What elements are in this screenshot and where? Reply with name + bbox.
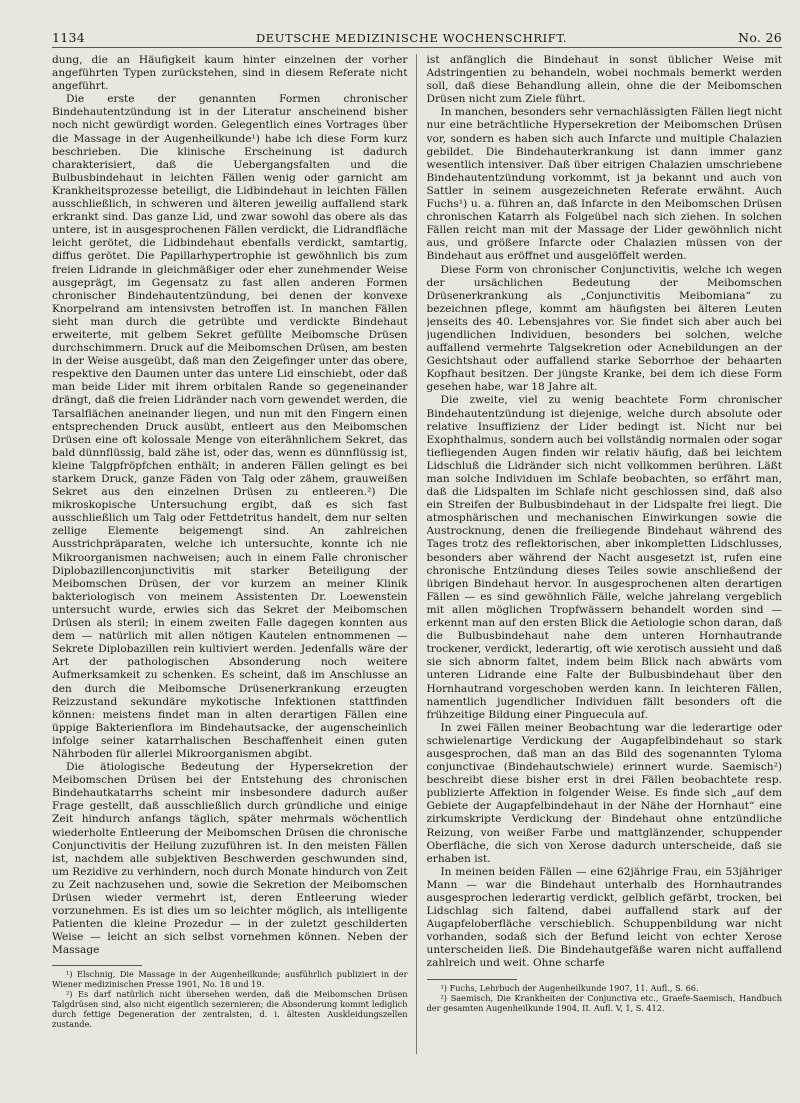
left-column [52, 54, 417, 1054]
paragraph: Die erste der genannten Formen chronischer Bindehautentzündung ist in der Literatur anscheinend bisher noch nicht gewürdigt worden. Gelegentlich eines Vortrages über die Massage in der Augenheilkunde¹) habe ich diese Form kurz beschrieben. Die klinische Erscheinung ist dadurch charakterisiert, daß die Uebergangsfalten und die Bulbusbindehaut in leichten Fällen wenig oder garnicht am Krankheitsprozesse beteiligt, die Lidbindehaut in leichten Fällen ausschließlich, in schweren und älteren jeweilig auffallend stark erkrankt sind. Das ganze Lid, und zwar sowohl das obere als das untere, ist in ausgesprochenen Fällen verdickt, die Lidrandfläche leicht gerötet, die Lidbindehaut ebenfalls verdickt, samtartig, diffus gerötet. Die Papillarhypertrophie ist gewöhnlich bis zum freien Lidrande in gleichmäßiger oder eher zunehmender Weise ausgeprägt, im Gegensatz zu fast allen anderen Formen chronischer Bindehautentzündung, bei denen der konvexe Knorpelrand am intensivsten betroffen ist. In manchen Fällen sieht man durch die getrübte und verdickte Bindehaut erweiterte, mit gelbem Sekret gefüllte Meibomsche Drüsen durchschimmern. Druck auf die Meibomschen Drüsen, am besten in der Weise ausgeübt, daß man den Zeigefinger unter das obere, respektive den Daumen unter das untere Lid einschiebt, oder daß man beide Lider mit ihrem orbitalen Rande so gegeneinander drängt, daß die freien Lidränder nach vorn gewendet werden, die Tarsalflächen aneinander liegen, und nun mit den Fingern einen entsprechenden Druck ausübt, entleert aus den Meibomschen Drüsen eine oft kolossale Menge von eiterähnlichem Sekret, das bald dünnflüssig, bald zähe ist, oder das, wenn es dünnflüssig ist, kleine Talgpfröpfchen enthält; in anderen Fällen gelingt es bei starkem Druck, ganze Fäden von Talg oder zähem, grauweißen Sekret aus den einzelnen Drüsen zu entleeren.²) Die mikroskopische Untersuchung ergibt, daß es sich fast ausschließlich um Talg oder Fettdetritus handelt, dem nur selten zellige Elemente beigemengt sind. An zahlreichen Ausstrichpräparaten, welche ich untersuchte, konnte ich nie Mikroorganismen nachweisen; auch in einem Falle chronischer Diplobazillenconjunctivitis mit starker Beteiligung der Meibomschen Drüsen, der vor kurzem an meiner Klinik bakteriologisch von meinem Assistenten Dr. Loewenstein untersucht wurde, erwies sich das Sekret der Meibomschen Drüsen als steril; in einem zweiten Falle dagegen konnten aus dem — natürlich mit allen nötigen Kautelen entnommenen — Sekrete Diplobazillen rein kultiviert werden. Jedenfalls wäre der Art der pathologischen Absonderung noch weitere Aufmerksamkeit zu schenken. Es scheint, daß im Anschlusse an den durch die Meibomsche Drüsenerkrankung erzeugten Reizzustand sekundäre mykotische Infektionen stattfinden können: meistens findet man in alten derartigen Fällen eine üppige Bakterienflora im Bindehautsacke, der augenscheinlich infolge seiner katarrhalischen Beschaffenheit einen guten Nährboden für allerlei Mikroorganismen abgibt. [52, 93, 408, 760]
paragraph: In meinen beiden Fällen — eine 62jährige Frau, ein 53jähriger Mann — war die Bindehaut unterhalb des Hornhautrandes ausgesprochen lederartig verdickt, gelblich gefärbt, trocken, bei Lidschlag sich faltend, dabei auffallend stark auf der Augapfeloberfläche verschieblich. Schuppenbildung war nicht vorhanden, sodaß sich der Befund leicht von echter Xerose unterscheiden ließ. Die Bindehautgefäße waren nicht auffallend zahlreich und weit. Ohne scharfe [426, 865, 782, 970]
paragraph: Die ätiologische Bedeutung der Hypersekretion der Meibomschen Drüsen bei der Entstehung des chronischen Bindehautkatarrhs scheint mir insbesondere dadurch außer Frage gestellt, daß ausschließlich durch gründliche und einige Zeit hindurch anfangs täglich, später mehrmals wöchentlich wiederholte Entleerung der Meibomschen Drüsen die chronische Conjunctivitis der Heilung zuzuführen ist. In den meisten Fällen ist, nachdem alle subjektiven Beschwerden geschwunden sind, um Rezidive zu verhindern, noch durch Monate hindurch von Zeit zu Zeit nachzusehen und, sowie die Sekretion der Meibomschen Drüsen wieder vermehrt ist, deren Entleerung wieder vorzunehmen. Es ist dies um so leichter möglich, als intelligente Patienten die kleine Prozedur — in der zuletzt geschilderten Weise — leicht an sich selbst vornehmen können. Neben der Massage [52, 761, 408, 957]
footnote: ²) Es darf natürlich nicht übersehen werden, daß die Meibomschen Drüsen Talgdrüsen sind, also nicht eigentlich sezernieren; die Absonderung kommt lediglich durch fettige Degeneration der zentralsten, d. i. ältesten Auskleidungszellen zustande. [52, 989, 408, 1030]
paragraph: In zwei Fällen meiner Beobachtung war die lederartige oder schwielenartige Verdickung der Augapfelbindehaut so stark ausgesprochen, daß man an das Bild des sogenannten Tyloma conjunctivae (Bindehautschwiele) erinnert wurde. Saemisch²) beschreibt diese bisher erst in drei Fällen beobachtete resp. publizierte Affektion in folgender Weise. Es finde sich „auf dem Gebiete der Augapfelbindehaut in der Nähe der Hornhaut“ eine zirkumskripte Verdickung der Bindehaut ohne entzündliche Reizung, von weißer Farbe und mattglänzender, schuppender Oberfläche, die sich von Xerose dadurch unterscheide, daß sie erhaben ist. [426, 721, 782, 865]
issue-number: No. 26 [738, 30, 782, 45]
footnote-divider [427, 979, 517, 980]
footnote: ²) Saemisch, Die Krankheiten der Conjunctiva etc., Graefe-Saemisch, Handbuch der gesamten Augenheilkunde 1904, II. Aufl. V, 1, S. 412. [426, 992, 782, 1013]
running-header [52, 30, 782, 48]
paragraph: dung, die an Häufigkeit kaum hinter einzelnen der vorher angeführten Typen zurückstehen, sind in diesem Referate nicht angeführt. [52, 54, 408, 93]
footnote-divider [52, 965, 142, 966]
footnote: ¹) Elschnig, Die Massage in der Augenheilkunde; ausführlich publiziert in der Wiener medizinischen Presse 1901, No. 18 und 19. [52, 969, 408, 990]
footnote: ¹) Fuchs, Lehrbuch der Augenheilkunde 1907, 11. Aufl., S. 66. [440, 982, 699, 993]
right-column [427, 54, 783, 1054]
paragraph: In manchen, besonders sehr vernachlässigten Fällen liegt nicht nur eine beträchtliche Hypersekretion der Meibomschen Drüsen vor, sondern es haben sich auch Infarcte und multiple Chalazien gebildet. Die Bindehauterkrankung ist dann immer ganz wesentlich intensiver. Daß über eitrigen Chalazien umschriebene Bindehautentzündung vorkommt, ist ja bekannt und auch von Sattler in seinem ausgezeichneten Referate erwähnt. Auch Fuchs¹) u. a. führen an, daß Infarcte in den Meibomschen Drüsen chronischen Katarrh als Folgeübel nach sich ziehen. In solchen Fällen reicht man mit der Massage der Lider gewöhnlich nicht aus, und größere Infarcte oder Chalazien müssen von der Bindehaut aus eröffnet und ausgelöffelt werden. [426, 106, 782, 263]
page-number: 1134 [52, 30, 86, 45]
paragraph: ist anfänglich die Bindehaut in sonst üblicher Weise mit Adstringentien zu behandeln, wobei nochmals bemerkt werden soll, daß diese Behandlung allein, ohne die der Meibomschen Drüsen nicht zum Ziele führt. [426, 54, 782, 106]
journal-title: DEUTSCHE MEDIZINISCHE WOCHENSCHRIFT. [255, 31, 568, 45]
text-columns [52, 54, 782, 1054]
paragraph: Die zweite, viel zu wenig beachtete Form chronischer Bindehautentzündung ist diejenige, welche durch absolute oder relative Insuffizienz der Lider bedingt ist. Nicht nur bei Exophthalmus, sondern auch bei vollständig normalen oder sogar tiefliegenden Augen finden wir relativ häufig, daß bei leichtem Lidschluß die Lidränder sich nicht vollkommen berühren. Läßt man solche Individuen im Schlafe beobachten, so erfährt man, daß die Lidspalten im Schlafe nicht geschlossen sind, daß also ein Streifen der Bulbusbindehaut in der Lidspalte frei liegt. Die atmosphärischen und mechanischen Einwirkungen sowie die Austrocknung, denen die freiliegende Bindehaut während des Tages trotz des reflektorischen, aber inkompletten Lidschlusses, besonders aber während der Nacht ausgesetzt ist, rufen eine chronische Entzündung dieses Teiles sowie anschließend der übrigen Bindehaut hervor. In ausgesprochenen alten derartigen Fällen — es sind gewöhnlich Fälle, welche jahrelang vergeblich mit allen möglichen Tropfwässern behandelt worden sind — erkennt man auf den ersten Blick die Aetiologie schon daran, daß die Bulbusbindehaut nahe dem unteren Hornhautrande trockener, verdickt, lederartig, oft wie xerotisch aussieht und daß sie sich abnorm faltet, indem beim Blick nach abwärts vom unteren Lidrande eine Falte der Bulbusbindehaut über den Hornhautrand vorgeschoben werden kann. In leichteren Fällen, namentlich jugendlicher Individuen fällt besonders oft die frühzeitige Bildung einer Pinguecula auf. [426, 394, 782, 721]
paragraph: Diese Form von chronischer Conjunctivitis, welche ich wegen der ursächlichen Bedeutung der Meibomschen Drüsenerkrankung als „Conjunctivitis Meibomiana“ zu bezeichnen pflege, kommt am häufigsten bei älteren Leuten jenseits des 40. Lebensjahres vor. Sie findet sich aber auch bei jugendlichen Individuen, besonders bei solchen, welche auffallend vermehrte Talgsekretion oder Acnebildungen an der Gesichtshaut oder auffallend starke Seborrhoe der behaarten Kopfhaut besitzen. Der jüngste Kranke, bei dem ich diese Form gesehen habe, war 18 Jahre alt. [426, 263, 782, 394]
